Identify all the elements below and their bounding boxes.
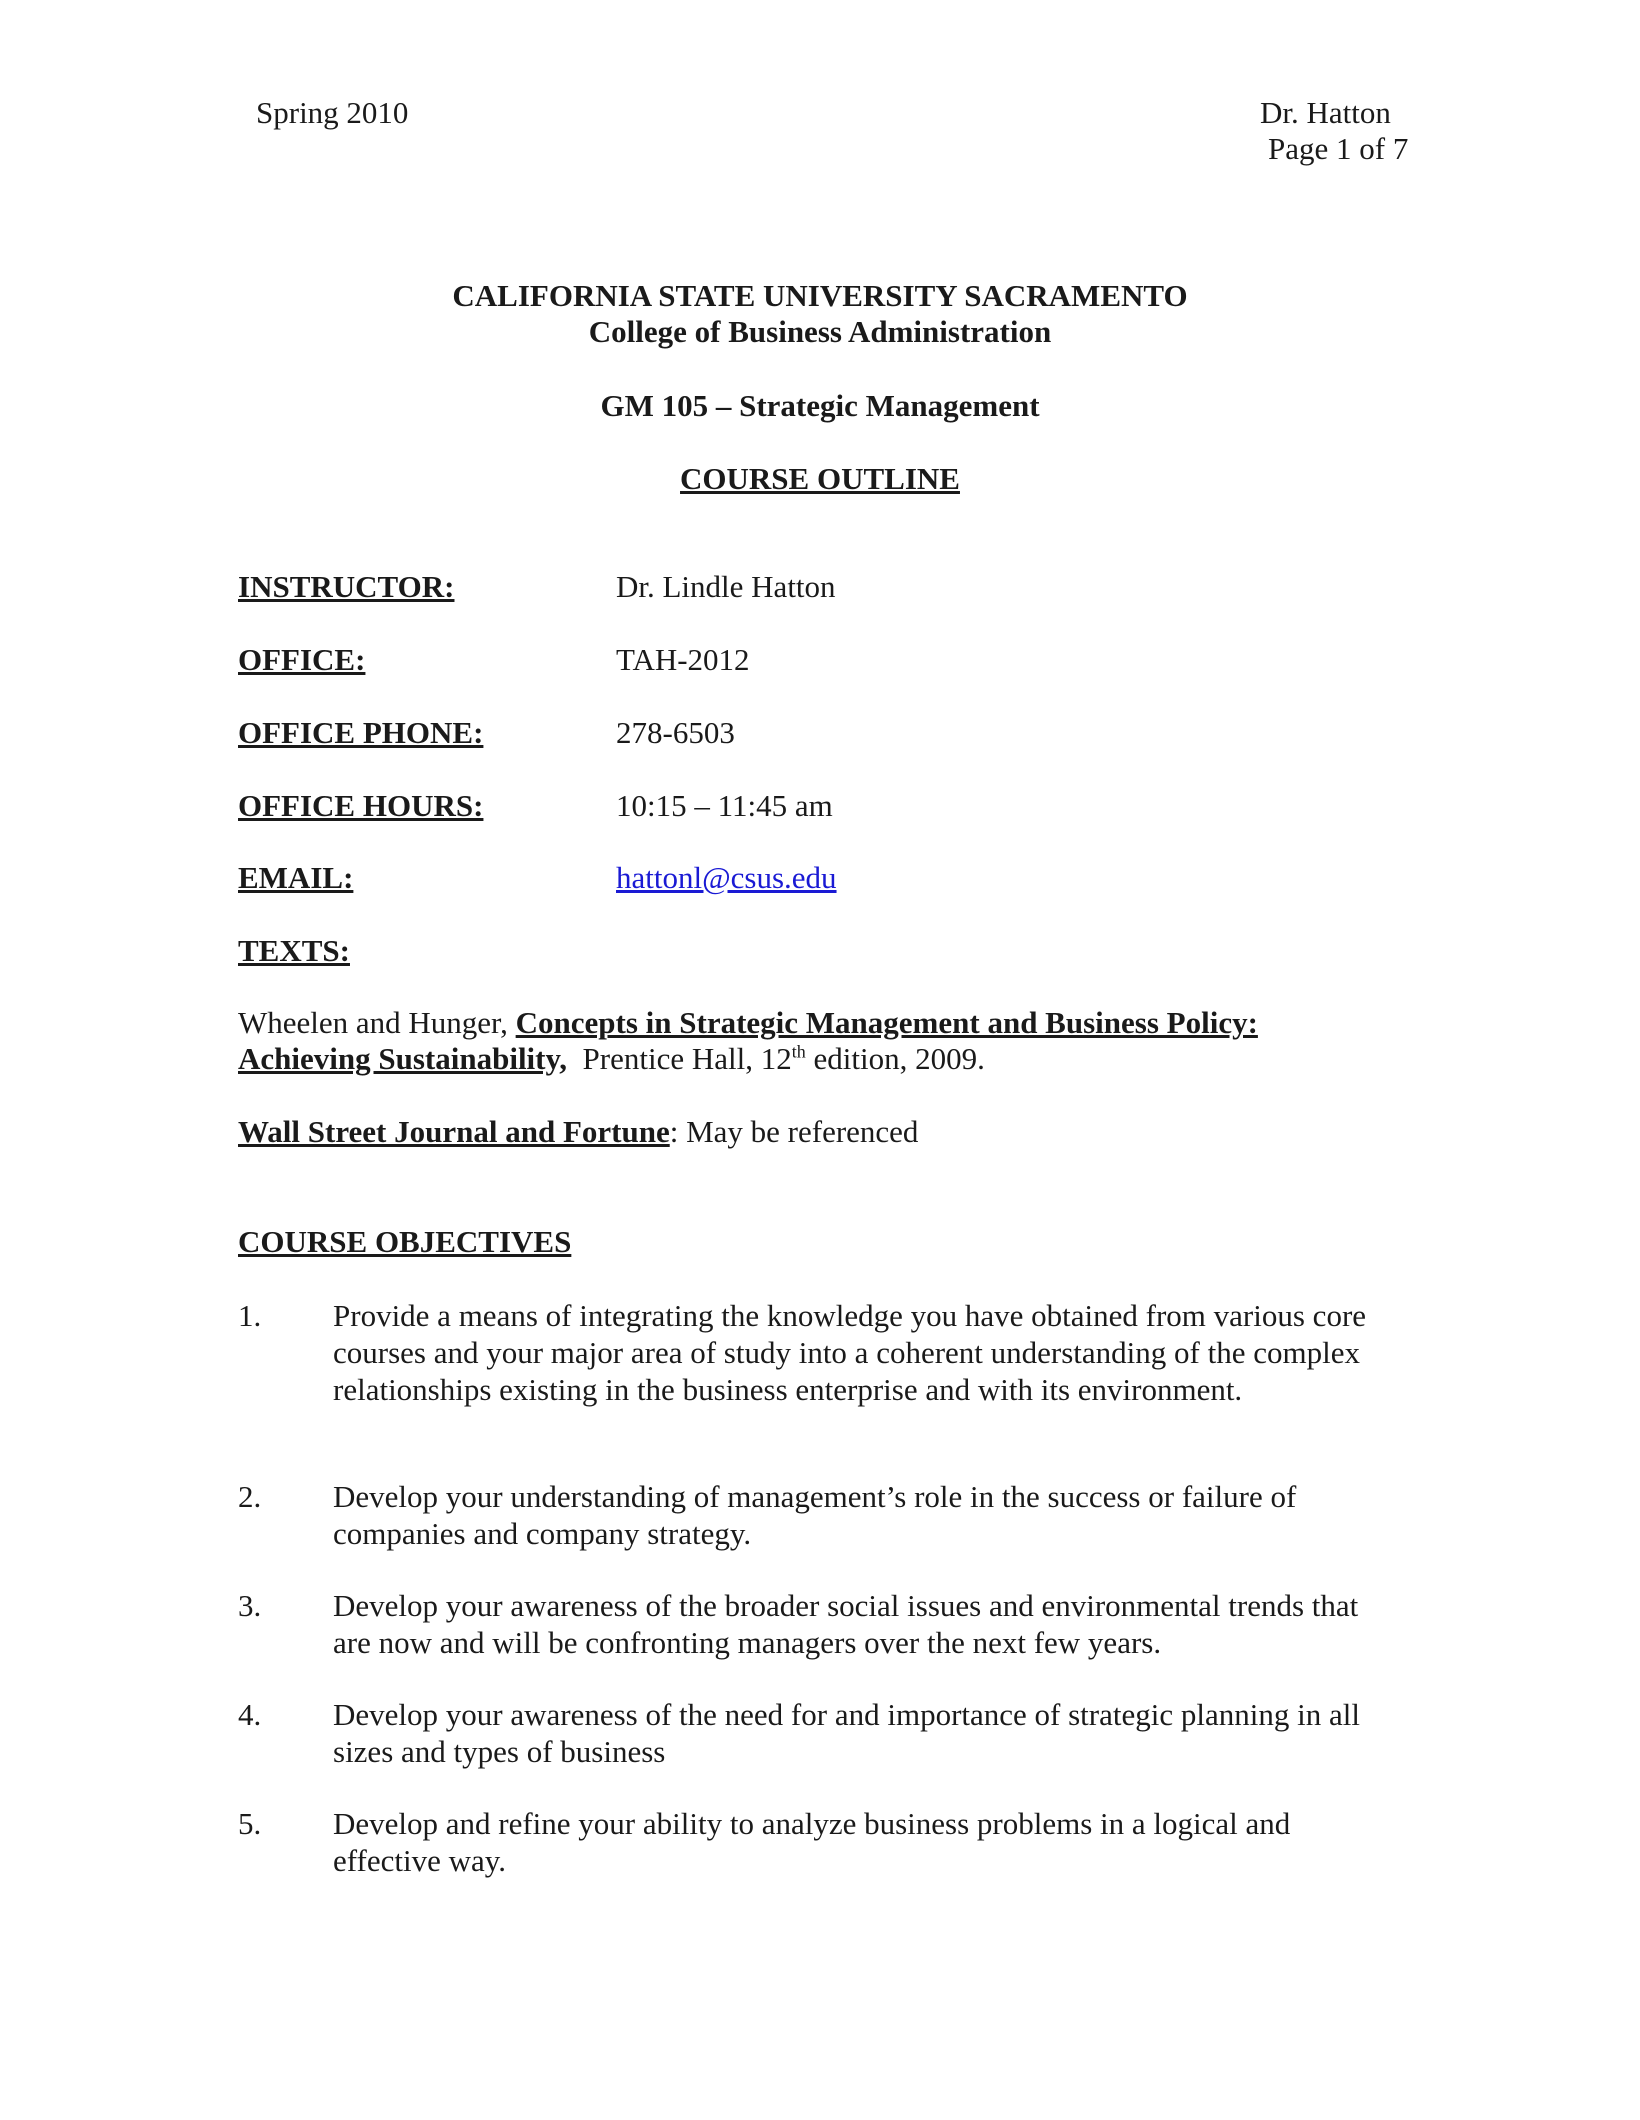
university-name: CALIFORNIA STATE UNIVERSITY SACRAMENTO — [452, 278, 1188, 313]
office-label: OFFICE: — [238, 642, 366, 677]
hours-label: OFFICE HOURS: — [238, 788, 484, 823]
objective-text: Develop and refine your ability to analyze business problems in a logical and effective way. — [333, 1806, 1291, 1878]
textbook-citation — [238, 1005, 1378, 1077]
edition-superscript: th — [791, 1041, 806, 1062]
objective-number: 1. — [238, 1298, 262, 1333]
objective-text: Provide a means of integrating the knowledge you have obtained from various core courses and your major area of study into a coherent understanding of the complex relationships existing in the business enterprise and with its environment. — [333, 1298, 1367, 1407]
header-right — [1250, 95, 1450, 167]
journals-title: Wall Street Journal and Fortune — [238, 1114, 670, 1149]
textbook-title-line2: Achieving Sustainability, — [238, 1041, 568, 1076]
texts-label: TEXTS: — [238, 933, 350, 968]
journals-note: : May be referenced — [669, 1114, 919, 1149]
email-label: EMAIL: — [238, 860, 354, 895]
textbook-publisher: Prentice Hall, 12 — [567, 1041, 792, 1076]
header-instructor: Dr. Hatton — [1260, 95, 1391, 130]
objective-number: 5. — [238, 1806, 262, 1841]
email-link[interactable]: hattonl@csus.edu — [616, 860, 837, 895]
objective-number: 3. — [238, 1588, 262, 1623]
objective-number: 4. — [238, 1697, 262, 1732]
phone-label: OFFICE PHONE: — [238, 715, 484, 750]
objective-text: Develop your awareness of the broader social issues and environmental trends that are now and will be confronting managers over the next few years. — [333, 1588, 1359, 1660]
instructor-value: Dr. Lindle Hatton — [616, 569, 836, 604]
hours-value: 10:15 – 11:45 am — [616, 788, 833, 823]
objectives-heading: COURSE OBJECTIVES — [238, 1224, 572, 1259]
textbook-edition: edition, 2009. — [805, 1041, 985, 1076]
course-title: GM 105 – Strategic Management — [600, 388, 1040, 423]
office-value: TAH-2012 — [616, 642, 750, 677]
objective-text: Develop your understanding of management’s role in the success or failure of companies and company strategy. — [333, 1479, 1297, 1551]
instructor-label: INSTRUCTOR: — [238, 569, 455, 604]
phone-value: 278-6503 — [616, 715, 735, 750]
page-number: Page 1 of 7 — [1268, 131, 1409, 166]
objective-text: Develop your awareness of the need for and importance of strategic planning in all sizes and types of business — [333, 1697, 1360, 1769]
outline-heading: COURSE OUTLINE — [680, 461, 960, 496]
textbook-title-line1: Concepts in Strategic Management and Business Policy: — [515, 1005, 1258, 1040]
textbook-authors: Wheelen and Hunger, — [238, 1005, 516, 1040]
header-term: Spring 2010 — [256, 95, 409, 130]
objective-number: 2. — [238, 1479, 262, 1514]
journals-line — [238, 1114, 1378, 1150]
college-name: College of Business Administration — [588, 314, 1052, 349]
